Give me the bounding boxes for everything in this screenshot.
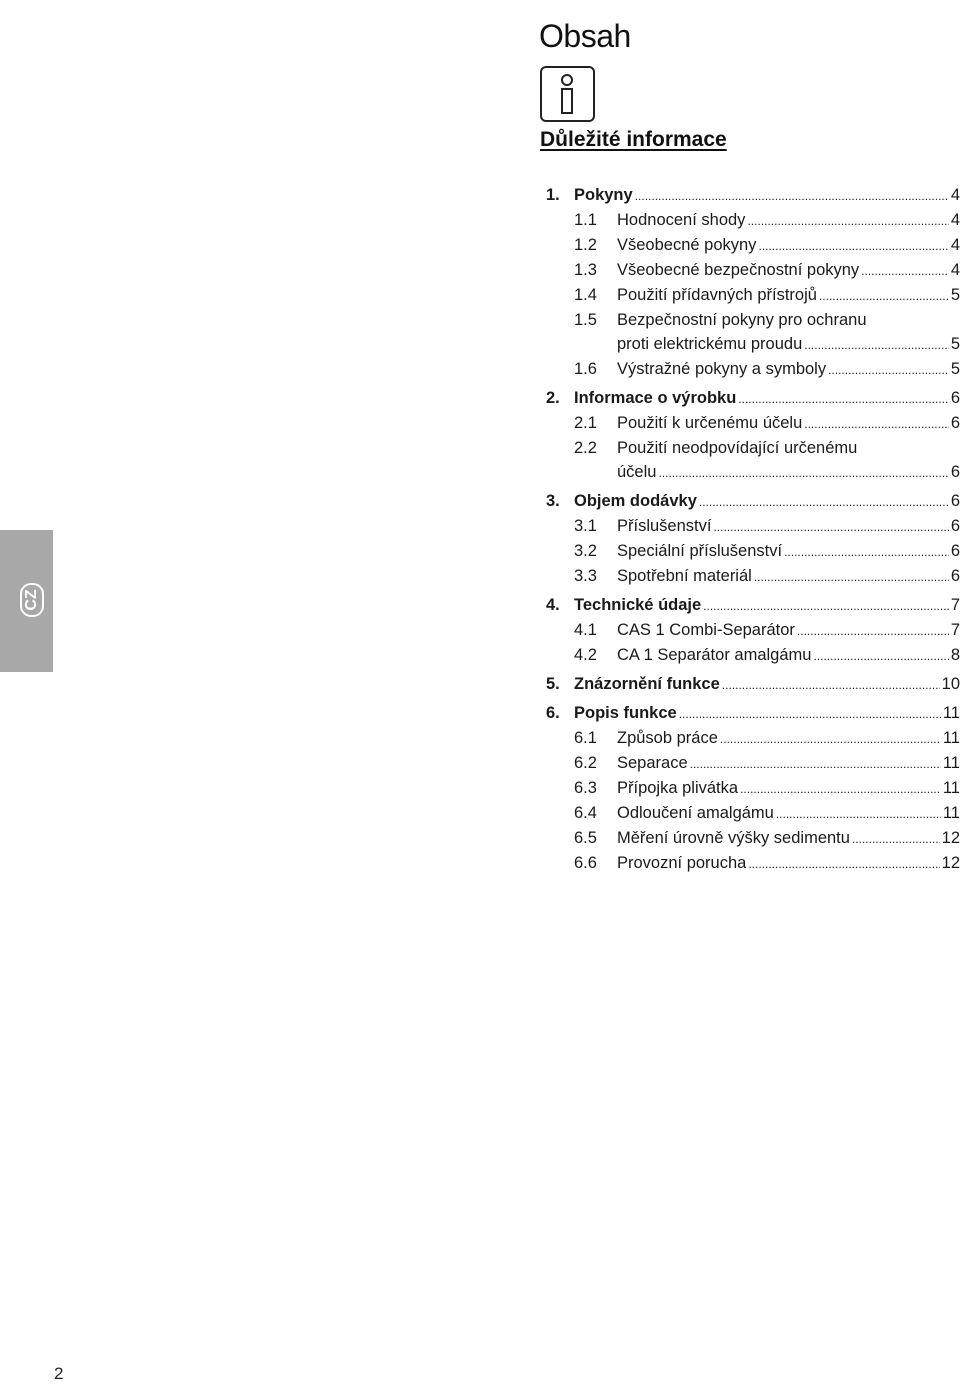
toc-leader-dots <box>828 358 949 382</box>
language-tab-label: CZ <box>12 580 52 620</box>
toc-entry-number: 5. <box>546 675 560 693</box>
info-i-icon <box>540 66 595 122</box>
toc-entry-number: 1.6 <box>574 360 597 378</box>
toc-leader-dots <box>748 852 939 876</box>
toc-leader-dots <box>740 777 941 801</box>
toc-entry-title: proti elektrickému proudu <box>617 335 803 353</box>
toc-entry-number: 2. <box>546 389 560 407</box>
toc-entry-page: 12 <box>941 829 960 847</box>
toc-entry-number: 1.5 <box>574 311 597 329</box>
page-number: 2 <box>54 1364 64 1383</box>
toc-entry-title: Měření úrovně výšky sedimentu <box>617 829 850 847</box>
toc-leader-dots <box>703 594 949 618</box>
toc-entry-page: 4 <box>950 211 960 229</box>
toc-entry-page: 5 <box>950 286 960 304</box>
toc-entry-title: Použití k určenému účelu <box>617 414 803 432</box>
toc-entry[interactable] <box>546 332 960 357</box>
toc-leader-dots <box>754 565 949 589</box>
toc-entry[interactable] <box>546 283 960 308</box>
toc-entry-number: 3.2 <box>574 542 597 560</box>
toc-entry-title: Výstražné pokyny a symboly <box>617 360 827 378</box>
toc-leader-dots <box>784 540 949 564</box>
toc-entry[interactable] <box>546 751 960 776</box>
toc-entry[interactable] <box>546 801 960 826</box>
toc-leader-dots <box>758 234 948 258</box>
table-of-contents <box>546 183 960 876</box>
toc-leader-dots <box>804 412 949 436</box>
toc-leader-dots <box>852 827 940 851</box>
toc-entry[interactable] <box>546 672 960 697</box>
toc-entry[interactable] <box>546 386 960 411</box>
toc-entry[interactable] <box>546 233 960 258</box>
toc-entry[interactable] <box>546 460 960 485</box>
toc-leader-dots <box>813 644 948 668</box>
toc-entry-title: Použití neodpovídající určenému <box>617 439 858 457</box>
toc-entry-number: 6.3 <box>574 779 597 797</box>
toc-entry[interactable] <box>546 258 960 283</box>
toc-entry[interactable] <box>546 489 960 514</box>
toc-entry-title: Pokyny <box>574 186 633 204</box>
toc-entry-page: 6 <box>950 389 960 407</box>
toc-entry-title: účelu <box>617 463 657 481</box>
toc-entry-title: Spotřební materiál <box>617 567 752 585</box>
toc-leader-dots <box>776 802 941 826</box>
toc-entry-title: CAS 1 Combi-Separátor <box>617 621 795 639</box>
toc-entry-page: 8 <box>950 646 960 664</box>
toc-entry-title: Odloučení amalgámu <box>617 804 774 822</box>
toc-entry-number: 6. <box>546 704 560 722</box>
toc-entry-page: 6 <box>950 414 960 432</box>
toc-entry-page: 12 <box>941 854 960 872</box>
toc-entry[interactable] <box>546 593 960 618</box>
toc-entry-page: 11 <box>942 779 960 797</box>
toc-leader-dots <box>861 259 949 283</box>
toc-entry-title: CA 1 Separátor amalgámu <box>617 646 812 664</box>
toc-leader-dots <box>658 461 948 485</box>
toc-entry[interactable] <box>546 183 960 208</box>
toc-entry-page: 6 <box>950 542 960 560</box>
toc-entry-title: Bezpečnostní pokyny pro ochranu <box>617 311 867 329</box>
toc-entry-number: 6.5 <box>574 829 597 847</box>
toc-entry-number: 1.1 <box>574 211 597 229</box>
toc-entry-page: 7 <box>950 621 960 639</box>
toc-leader-dots <box>797 619 949 643</box>
toc-entry-page: 11 <box>942 729 960 747</box>
toc-leader-dots <box>804 333 949 357</box>
toc-entry-page: 4 <box>950 186 960 204</box>
toc-entry-title: Popis funkce <box>574 704 677 722</box>
toc-entry-number: 6.2 <box>574 754 597 772</box>
toc-entry-page: 10 <box>941 675 960 693</box>
toc-entry[interactable] <box>546 851 960 876</box>
toc-entry-number: 1.2 <box>574 236 597 254</box>
toc-entry-title: Speciální příslušenství <box>617 542 783 560</box>
toc-entry-title: Hodnocení shody <box>617 211 746 229</box>
toc-entry-number: 3.3 <box>574 567 597 585</box>
toc-entry[interactable] <box>546 539 960 564</box>
toc-entry-page: 5 <box>950 360 960 378</box>
toc-entry-page: 7 <box>950 596 960 614</box>
toc-entry-number: 6.1 <box>574 729 597 747</box>
toc-entry-title: Informace o výrobku <box>574 389 737 407</box>
toc-entry[interactable] <box>546 208 960 233</box>
page-title: Obsah <box>539 18 631 55</box>
toc-entry-number: 1.4 <box>574 286 597 304</box>
toc-entry-page: 11 <box>942 704 960 722</box>
toc-entry[interactable] <box>546 826 960 851</box>
toc-entry-number: 2.2 <box>574 439 597 457</box>
toc-entry-page: 6 <box>950 567 960 585</box>
toc-entry-title: Objem dodávky <box>574 492 697 510</box>
toc-leader-dots <box>690 752 941 776</box>
toc-entry-number: 6.6 <box>574 854 597 872</box>
toc-entry-number: 2.1 <box>574 414 597 432</box>
toc-entry[interactable] <box>546 436 960 460</box>
toc-entry[interactable] <box>546 564 960 589</box>
toc-entry-number: 1.3 <box>574 261 597 279</box>
toc-leader-dots <box>720 727 941 751</box>
toc-entry[interactable] <box>546 411 960 436</box>
toc-leader-dots <box>738 387 949 411</box>
toc-entry-title: Všeobecné pokyny <box>617 236 757 254</box>
toc-entry-number: 3. <box>546 492 560 510</box>
toc-entry-title: Provozní porucha <box>617 854 747 872</box>
toc-entry[interactable] <box>546 643 960 668</box>
toc-entry-number: 4.2 <box>574 646 597 664</box>
toc-leader-dots <box>722 673 940 697</box>
toc-entry[interactable] <box>546 701 960 726</box>
toc-entry-number: 4. <box>546 596 560 614</box>
toc-entry[interactable] <box>546 618 960 643</box>
toc-entry-number: 3.1 <box>574 517 597 535</box>
toc-entry-page: 6 <box>950 517 960 535</box>
toc-entry-title: Použití přídavných přístrojů <box>617 286 817 304</box>
toc-entry-page: 4 <box>950 261 960 279</box>
toc-entry-number: 1. <box>546 186 560 204</box>
toc-entry-title: Znázornění funkce <box>574 675 720 693</box>
toc-leader-dots <box>679 702 941 726</box>
toc-entry-page: 6 <box>950 463 960 481</box>
toc-entry-number: 4.1 <box>574 621 597 639</box>
toc-leader-dots <box>819 284 949 308</box>
toc-entry[interactable] <box>546 776 960 801</box>
toc-leader-dots <box>699 490 949 514</box>
toc-entry-title: Přípojka plivátka <box>617 779 739 797</box>
toc-entry-page: 4 <box>950 236 960 254</box>
toc-entry-page: 11 <box>942 754 960 772</box>
section-heading: Důležité informace <box>540 128 727 151</box>
toc-entry[interactable] <box>546 726 960 751</box>
toc-entry-title: Technické údaje <box>574 596 702 614</box>
toc-entry[interactable] <box>546 357 960 382</box>
toc-entry-title: Způsob práce <box>617 729 718 747</box>
toc-leader-dots <box>747 209 948 233</box>
toc-entry-title: Všeobecné bezpečnostní pokyny <box>617 261 860 279</box>
toc-entry-page: 6 <box>950 492 960 510</box>
toc-entry[interactable] <box>546 308 960 332</box>
toc-leader-dots <box>713 515 948 539</box>
toc-entry-title: Separace <box>617 754 688 772</box>
toc-leader-dots <box>635 184 949 208</box>
toc-entry-page: 11 <box>942 804 960 822</box>
toc-entry-number: 6.4 <box>574 804 597 822</box>
toc-entry-page: 5 <box>950 335 960 353</box>
toc-entry[interactable] <box>546 514 960 539</box>
toc-entry-title: Příslušenství <box>617 517 712 535</box>
